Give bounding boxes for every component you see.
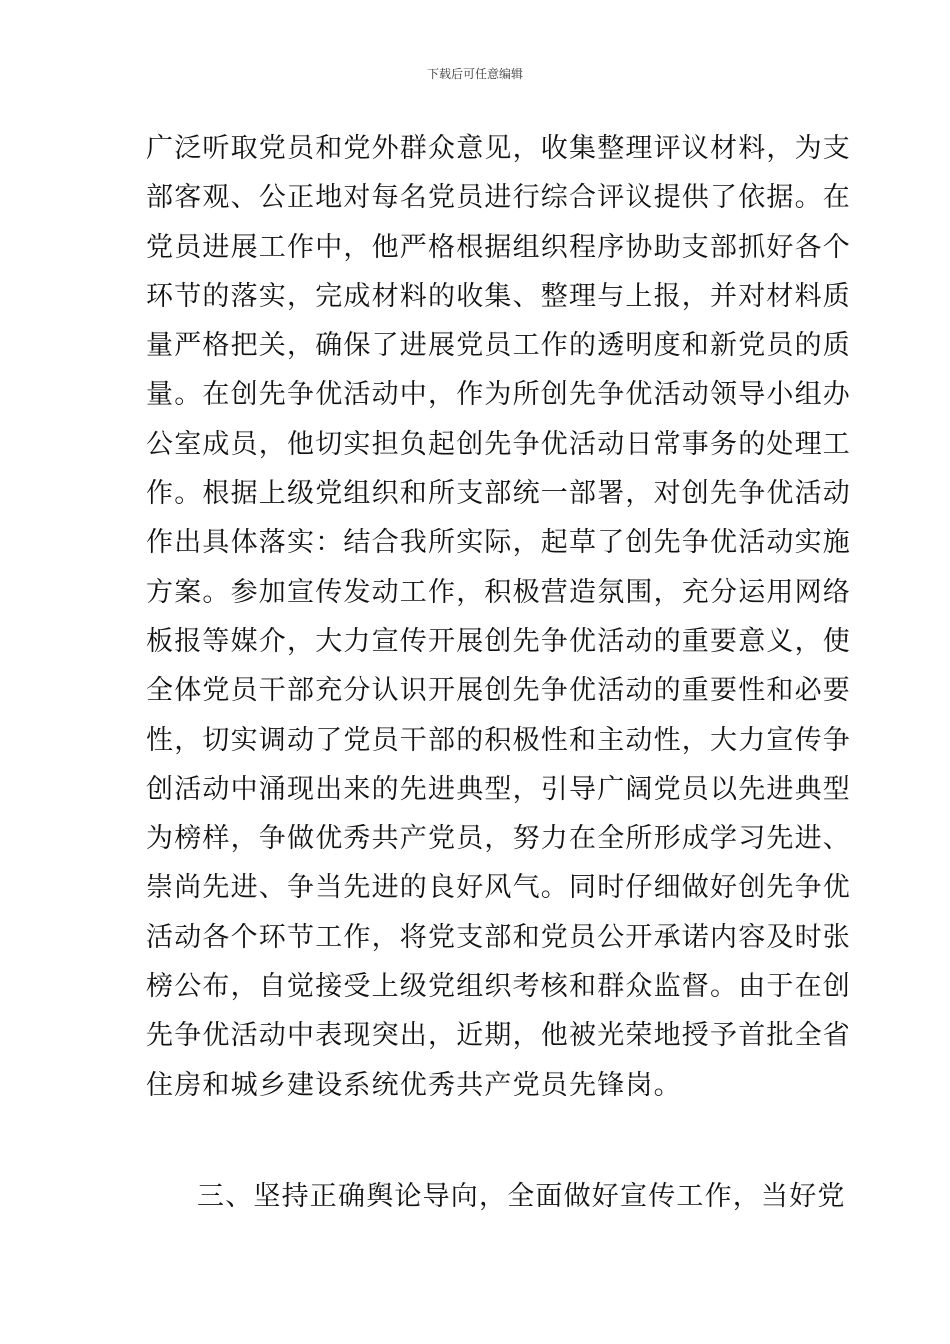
paragraph-line: 环节的落实，完成材料的收集、整理与上报，并对材料质 (146, 280, 851, 312)
page-header: 下载后可任意编辑 (426, 67, 523, 81)
paragraph-line: 广泛听取党员和党外群众意见，收集整理评议材料，为支 (146, 133, 851, 164)
paragraph-line: 板报等媒介，大力宣传开展创先争优活动的重要意义，使 (146, 625, 851, 657)
paragraph-line: 活动各个环节工作，将党支部和党员公开承诺内容及时张 (146, 921, 851, 953)
paragraph-line: 住房和城乡建设系统优秀共产党员先锋岗。 (146, 1069, 682, 1101)
paragraph-line: 为榜样，争做优秀共产党员，努力在全所形成学习先进、 (146, 823, 851, 855)
paragraph-line: 创活动中涌现出来的先进典型，引导广阔党员以先进典型 (146, 773, 851, 805)
paragraph-line: 公室成员，他切实担负起创先争优活动日常事务的处理工 (146, 428, 851, 460)
paragraph-line: 作。根据上级党组织和所支部统一部署，对创先争优活动 (146, 478, 851, 510)
paragraph-line: 崇尚先进、争当先进的良好风气。同时仔细做好创先争优 (146, 872, 851, 904)
paragraph-line: 量严格把关，确保了进展党员工作的透明度和新党员的质 (146, 330, 851, 362)
paragraph-line: 榜公布，自觉接受上级党组织考核和群众监督。由于在创 (146, 971, 851, 1003)
paragraph-line: 性，切实调动了党员干部的积极性和主动性，大力宣传争 (146, 724, 851, 756)
paragraph-line: 党员进展工作中，他严格根据组织程序协助支部抓好各个 (146, 231, 851, 263)
body-paragraph (146, 124, 851, 1110)
paragraph-line: 作出具体落实：结合我所实际，起草了创先争优活动实施 (146, 527, 851, 559)
paragraph-line: 先争优活动中表现突出，近期，他被光荣地授予首批全省 (146, 1020, 851, 1052)
paragraph-line: 方案。参加宣传发动工作，积极营造氛围，充分运用网络 (146, 576, 851, 608)
paragraph-line: 量。在创先争优活动中，作为所创先争优活动领导小组办 (146, 379, 851, 411)
paragraph-line: 部客观、公正地对每名党员进行综合评议提供了依据。在 (146, 182, 851, 214)
section-heading: 三、坚持正确舆论导向，全面做好宣传工作，当好党 (197, 1181, 846, 1212)
paragraph-line: 全体党员干部充分认识开展创先争优活动的重要性和必要 (146, 675, 851, 707)
